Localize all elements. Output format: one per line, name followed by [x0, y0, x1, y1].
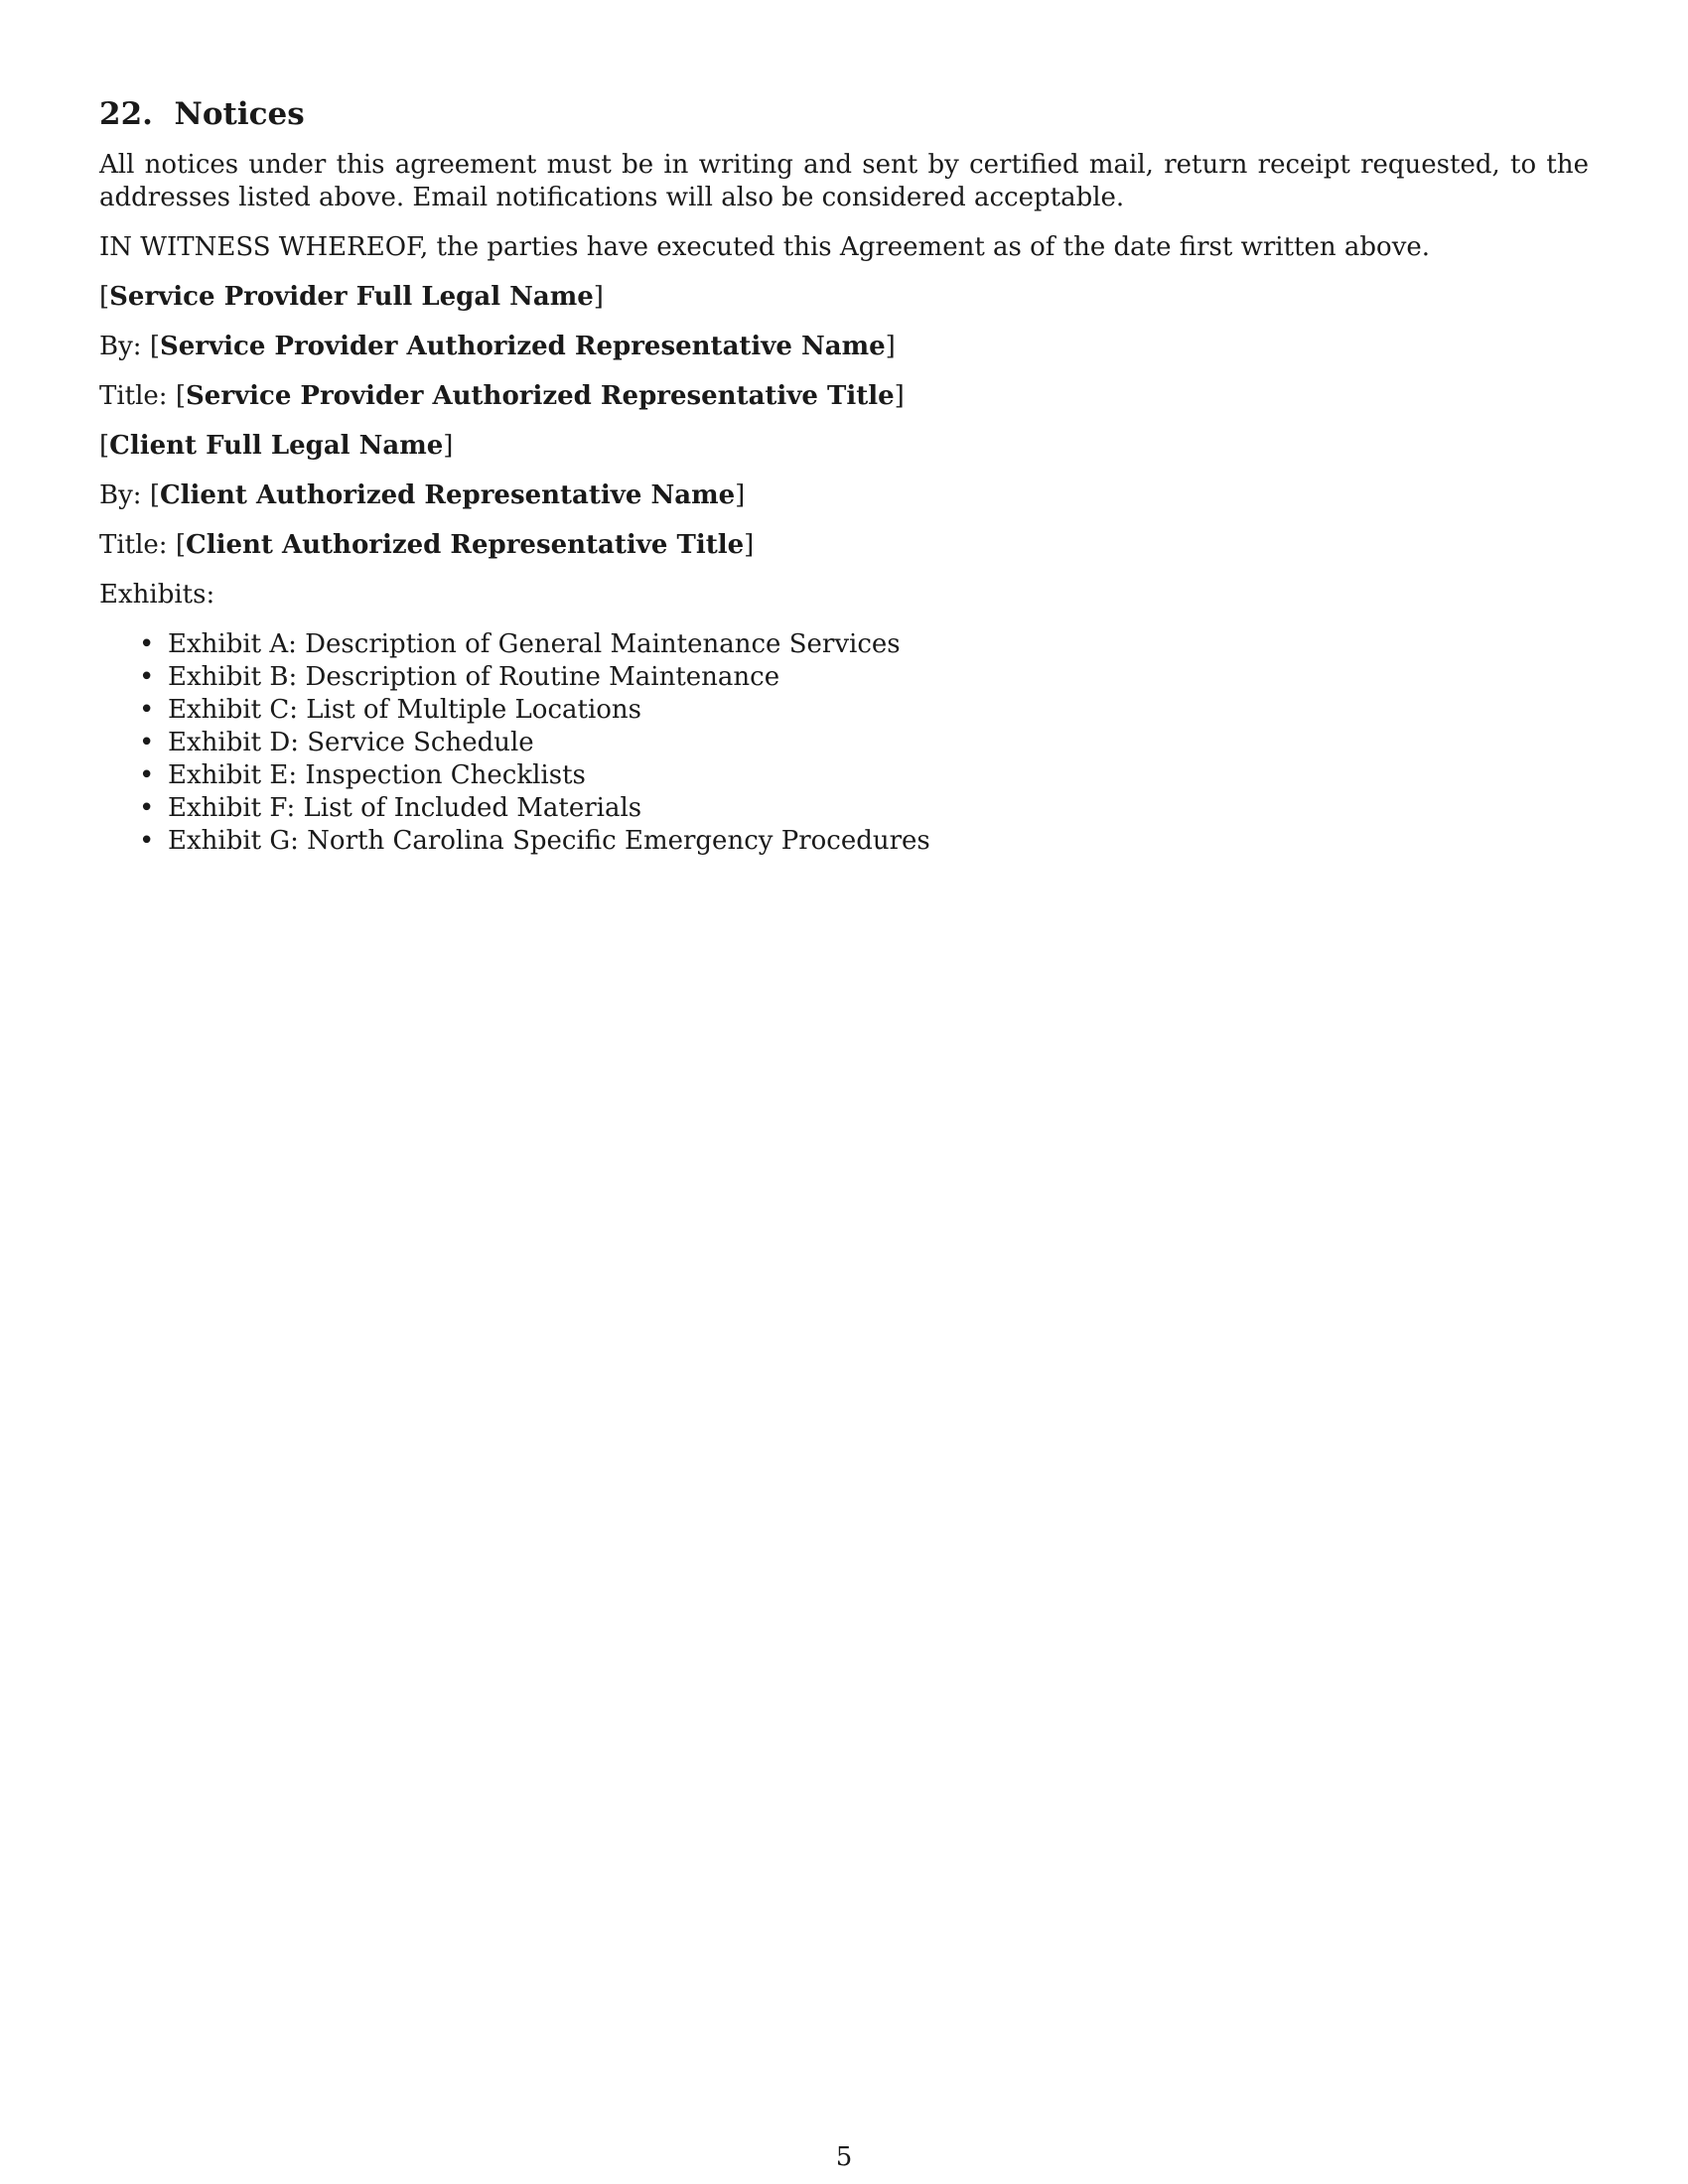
exhibit-f: Exhibit F: List of Included Materials [168, 793, 642, 823]
section-title: Notices [174, 96, 305, 132]
bullet-icon: • [139, 695, 155, 725]
list-item [99, 727, 1589, 759]
exhibit-d: Exhibit D: Service Schedule [168, 728, 534, 757]
page-number: 5 [835, 2142, 853, 2172]
client-title-label: Title: [99, 530, 168, 560]
provider-title-line: Title: [Service Provider Authorized Representative Title] [99, 381, 905, 411]
exhibit-e: Exhibit E: Inspection Checklists [168, 760, 586, 790]
provider-name-line: [Service Provider Full Legal Name] [99, 282, 604, 312]
exhibit-c: Exhibit C: List of Multiple Locations [168, 695, 642, 725]
client-rep-name: Client Authorized Representative Name [159, 480, 736, 510]
document-body [99, 91, 1589, 858]
section-number: 22. [99, 96, 153, 132]
bullet-icon: • [139, 728, 155, 757]
bullet-icon: • [139, 760, 155, 790]
bullet-icon: • [139, 826, 155, 856]
client-by-label: By: [99, 480, 142, 510]
exhibits-label: Exhibits: [99, 580, 215, 610]
list-item [99, 792, 1589, 825]
list-item [99, 759, 1589, 792]
section-heading [99, 91, 1589, 137]
exhibit-g: Exhibit G: North Carolina Specific Emergency Procedures [168, 826, 930, 856]
provider-rep-title: Service Provider Authorized Representative Title [186, 381, 895, 411]
bullet-icon: • [139, 793, 155, 823]
provider-by-line: By: [Service Provider Authorized Representative Name] [99, 332, 896, 361]
client-name: Client Full Legal Name [109, 431, 444, 461]
list-item [99, 825, 1589, 858]
exhibits-list [99, 628, 1589, 858]
client-by-line: By: [Client Authorized Representative Name] [99, 480, 746, 510]
exhibit-a: Exhibit A: Description of General Maintenance Services [168, 629, 901, 659]
bullet-icon: • [139, 662, 155, 692]
notice-paragraph: All notices under this agreement must be in writing and sent by certified mail, return receipt requested, to the addresses listed above. Email notifications will also be considered acceptable. [99, 150, 1589, 212]
client-title-line: Title: [Client Authorized Representative Title] [99, 530, 755, 560]
provider-title-label: Title: [99, 381, 168, 411]
client-rep-title: Client Authorized Representative Title [186, 530, 745, 560]
provider-name: Service Provider Full Legal Name [109, 282, 594, 312]
provider-rep-name: Service Provider Authorized Representative Name [159, 332, 886, 361]
list-item [99, 694, 1589, 727]
bullet-icon: • [139, 629, 155, 659]
provider-by-label: By: [99, 332, 142, 361]
exhibit-b: Exhibit B: Description of Routine Maintenance [168, 662, 780, 692]
list-item [99, 661, 1589, 694]
list-item [99, 628, 1589, 661]
witness-paragraph: IN WITNESS WHEREOF, the parties have executed this Agreement as of the date first written above. [99, 232, 1431, 262]
client-name-line: [Client Full Legal Name] [99, 431, 454, 461]
